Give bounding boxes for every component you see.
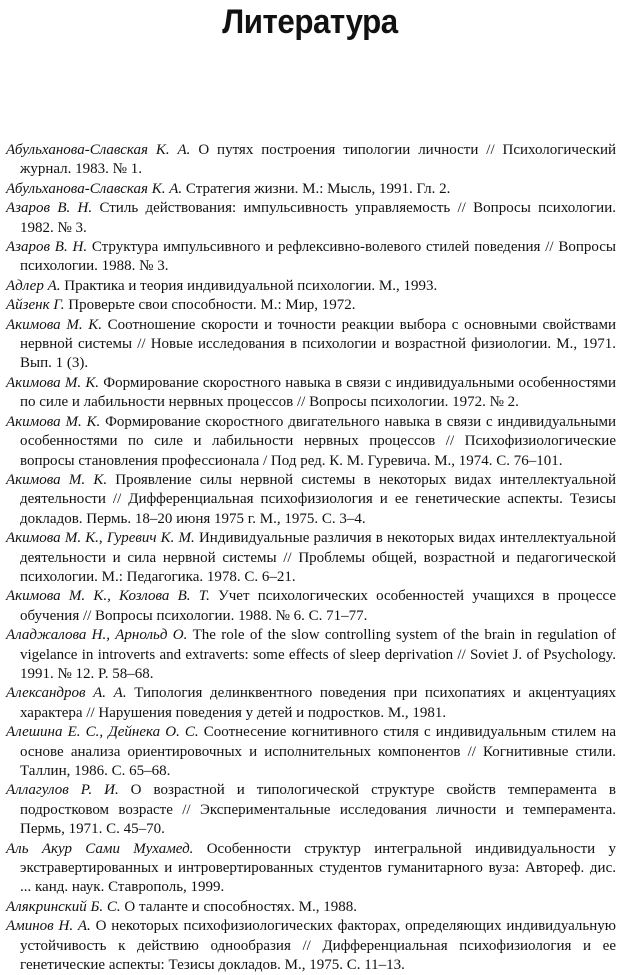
reference-entry [6, 781, 616, 839]
reference-entry [6, 840, 616, 898]
reference-entry [6, 316, 616, 374]
reference-entry [6, 898, 616, 917]
reference-text: Практика и теория индивидуальной психологии. М., 1993. [60, 277, 438, 294]
reference-entry [6, 277, 616, 296]
reference-author: Азаров В. Н. [6, 200, 93, 217]
reference-text: Формирование скоростного двигательного навыка в связи с индивидуальными особенностями по силе и лабильности нервных процессов // Психофизиологические вопросы становления профессионала / Под ред. К. М. Гуревича. М., 1974. С. 76–101. [20, 413, 616, 469]
reference-author: Алешина Е. С., Дейнека О. С. [6, 724, 199, 741]
reference-entry [6, 529, 616, 587]
reference-text: The role of the slow controlling system of the brain in regulation of vigelance in introverts and extraverts: some effects of sleep deprivation // Soviet J. of Psychology. 1991. № 12. P. 58–68. [20, 627, 617, 682]
reference-text: Стиль действования: импульсивность управляемость // Вопросы психологии. 1982. № 3. [20, 200, 616, 236]
reference-author: Акимова М. К. [6, 374, 100, 391]
reference-author: Акимова М. К., Гуревич К. М. [6, 530, 195, 547]
reference-author: Аллагулов Р. И. [6, 782, 119, 799]
reference-text: Соотнесение когнитивного стиля с индивидуальным стилем на основе анализа ориентировочных и исполнительных компонентов // Когнитивные стили. Таллин, 1986. С. 65–68. [20, 724, 617, 779]
reference-entry [6, 413, 616, 471]
reference-entry [6, 374, 616, 413]
reference-entry [6, 723, 616, 781]
reference-entry [6, 684, 616, 723]
reference-text: Соотношение скорости и точности реакции выбора с основными свойствами нервной системы // Новые исследования в психологии и возрастной физиологии. М., 1971. Вып. 1 (3). [20, 316, 616, 372]
reference-entry [6, 199, 616, 238]
reference-text: О некоторых психофизиологических факторах, определяющих индивидуальную устойчивость к действию однообразия // Дифференциальная психофизиология и ее генетические аспекты: Тезисы докладов. М., 1975. С. 11–13. [20, 918, 616, 974]
reference-text: Индивидуальные различия в некоторых видах интеллектуальной деятельности и сила нервной системы // Проблемы общей, возрастной и педагогической психологии. М.: Педагогика. 1978. С. 6–21. [20, 530, 616, 585]
reference-author: Аладжалова Н., Арнольд О. [6, 627, 188, 644]
reference-author: Акимова М. К. [6, 316, 102, 333]
reference-author: Адлер А. [6, 277, 61, 294]
reference-author: Алякринский Б. С. [6, 898, 121, 915]
reference-entry [6, 587, 616, 626]
reference-text: Особенности структур интегральной индивидуальности у экстравертированных и интровертированных студентов гуманитарного вуза: Автореф. дис. ... канд. наук. Ставрополь, 1999. [20, 840, 616, 896]
reference-author: Айзенк Г. [6, 297, 65, 314]
reference-author: Акимова М. К. [6, 471, 108, 488]
reference-entry [6, 626, 616, 684]
reference-author: Азаров В. Н. [6, 239, 88, 256]
reference-text: Формирование скоростного навыка в связи с индивидуальными особенностями по силе и лабильности нервных процессов // Вопросы психологии. 1972. № 2. [20, 374, 616, 411]
reference-list [6, 141, 616, 975]
reference-text: О таланте и способностях. М., 1988. [120, 898, 357, 915]
reference-author: Акимова М. К. [6, 413, 101, 430]
reference-entry [6, 141, 616, 180]
reference-text: О путях построения типологии личности // Психологический журнал. 1983. № 1. [20, 142, 616, 178]
reference-entry [6, 238, 616, 277]
reference-author: Аль Акур Сами Мухамед. [6, 840, 194, 857]
reference-entry [6, 296, 616, 315]
reference-author: Абульханова-Славская К. А. [6, 142, 191, 158]
reference-entry [6, 917, 616, 975]
reference-author: Аминов Н. А. [6, 918, 91, 935]
reference-text: Стратегия жизни. М.: Мысль, 1991. Гл. 2. [182, 180, 451, 197]
reference-text: Проявление силы нервной системы в некоторых видах интеллектуальной деятельности // Дифференциальная психофизиология и ее генетические аспекты. Тезисы докладов. Пермь. 18–20 июня 1975 г. М., 1975. С. 3–4. [20, 471, 616, 527]
reference-author: Акимова М. К., Козлова В. Т. [6, 588, 210, 605]
reference-text: О возрастной и типологической структуре свойств темперамента в подростковом возрасте // Экспериментальные исследования личности и темперамента. Пермь, 1971. С. 45–70. [20, 782, 616, 838]
reference-text: Типология делинквентного поведения при психопатиях и акцентуациях характера // Нарушения поведения у детей и подростков. М., 1981. [20, 685, 616, 721]
reference-entry [6, 471, 616, 529]
reference-entry [6, 180, 616, 199]
reference-author: Александров А. А. [6, 685, 127, 702]
reference-text: Структура импульсивного и рефлексивно-волевого стилей поведения // Вопросы психологии. 1988. № 3. [20, 239, 616, 275]
reference-author: Абульханова-Славская К. А. [6, 180, 183, 197]
page-title: Литература [222, 3, 398, 41]
reference-text: Учет психологических особенностей учащихся в процессе обучения // Вопросы психологии. 1988. № 6. С. 71–77. [20, 588, 616, 624]
reference-text: Проверьте свои способности. М.: Мир, 1972. [64, 297, 356, 314]
